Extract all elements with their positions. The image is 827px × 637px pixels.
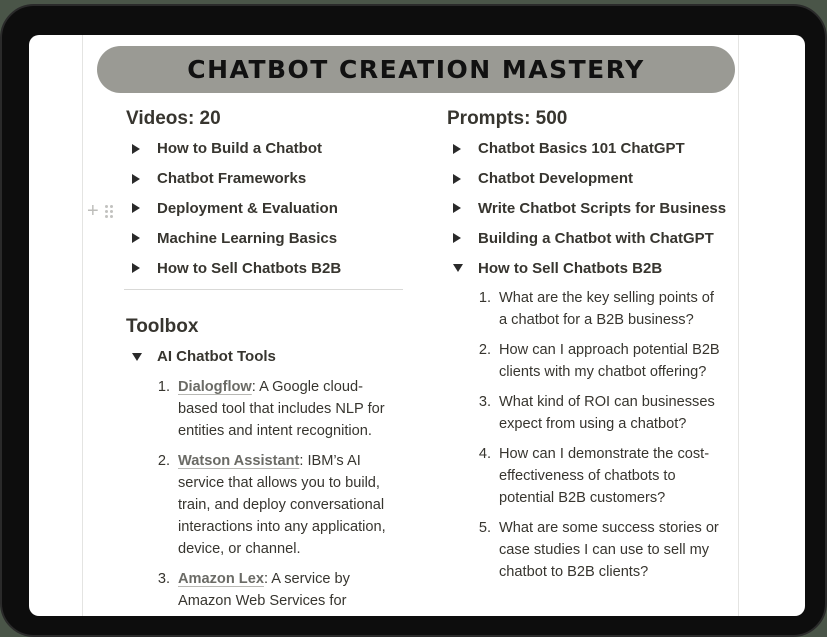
tool-description: : A Google cloud-based tool that includes NLP for entities and intent recognition. xyxy=(178,379,385,439)
ai-tools-toggle[interactable] xyxy=(132,342,276,372)
prompt-toggle[interactable] xyxy=(453,194,726,224)
toggle-collapsed-icon[interactable] xyxy=(453,233,461,243)
prompt-toggle[interactable] xyxy=(453,164,726,194)
list-number: 2. xyxy=(157,453,170,469)
tool-item xyxy=(152,568,402,612)
prompt-toggle[interactable] xyxy=(453,223,726,253)
title-banner xyxy=(97,46,735,93)
video-toggle[interactable] xyxy=(132,194,341,224)
prompt-label: Write Chatbot Scripts for Business xyxy=(478,199,727,217)
toggle-collapsed-icon[interactable] xyxy=(132,233,140,243)
video-toggle[interactable] xyxy=(132,253,341,283)
toggle-collapsed-icon[interactable] xyxy=(132,203,140,213)
page-title: CHATBOT CREATION MASTERY xyxy=(187,55,645,84)
list-number: 3. xyxy=(157,571,170,587)
tool-item xyxy=(152,376,402,442)
prompt-toggle[interactable] xyxy=(453,253,726,283)
question-item xyxy=(473,443,723,509)
tool-link[interactable]: Dialogflow xyxy=(178,379,252,395)
page-left-border xyxy=(82,35,83,616)
question-text: How can I demonstrate the cost-effectiveness of chatbots to potential B2B customers? xyxy=(499,446,710,506)
toolbox-toggle-list xyxy=(132,342,276,372)
tool-description: : A service by Amazon Web Services for xyxy=(178,571,350,609)
question-text: What kind of ROI can businesses expect from using a chatbot? xyxy=(499,394,715,432)
question-text: How can I approach potential B2B clients with my chatbot offering? xyxy=(499,342,720,380)
video-label: Chatbot Frameworks xyxy=(157,170,307,188)
question-text: What are the key selling points of a chatbot for a B2B business? xyxy=(499,290,714,328)
prompt-label: How to Sell Chatbots B2B xyxy=(478,259,663,277)
tool-link[interactable]: Amazon Lex xyxy=(178,571,264,587)
ai-tools-label: AI Chatbot Tools xyxy=(157,348,276,366)
list-number: 5. xyxy=(478,520,491,536)
tool-description: : IBM’s AI service that allows you to build, train, and deploy conversational interactions into any application, device, or channel. xyxy=(178,453,386,557)
video-label: Machine Learning Basics xyxy=(157,229,338,247)
question-text: What are some success stories or case studies I can use to sell my chatbot to B2B clients? xyxy=(499,520,719,580)
video-label: How to Build a Chatbot xyxy=(157,140,322,158)
tool-link[interactable]: Watson Assistant xyxy=(178,453,300,469)
tool-item xyxy=(152,450,402,560)
toggle-collapsed-icon[interactable] xyxy=(453,203,461,213)
toolbox-heading: Toolbox xyxy=(126,316,199,337)
list-number: 4. xyxy=(478,446,491,462)
toggle-collapsed-icon[interactable] xyxy=(132,174,140,184)
question-item xyxy=(473,339,723,383)
tools-list xyxy=(152,376,402,616)
toggle-collapsed-icon[interactable] xyxy=(132,144,140,154)
list-number: 1. xyxy=(157,379,170,395)
question-item xyxy=(473,517,723,583)
video-label: Deployment & Evaluation xyxy=(157,199,338,217)
toggle-collapsed-icon[interactable] xyxy=(453,144,461,154)
prompt-label: Chatbot Development xyxy=(478,170,634,188)
drag-handle-icon[interactable] xyxy=(105,205,113,218)
add-block-plus-icon[interactable]: + xyxy=(87,200,99,222)
block-hover-tools[interactable] xyxy=(87,201,113,221)
videos-list xyxy=(132,134,341,283)
question-item xyxy=(473,391,723,435)
toggle-expanded-icon[interactable] xyxy=(453,264,463,272)
list-number: 1. xyxy=(478,290,491,306)
prompt-label: Building a Chatbot with ChatGPT xyxy=(478,229,714,247)
questions-list xyxy=(473,287,723,591)
video-label: How to Sell Chatbots B2B xyxy=(157,259,342,277)
list-number: 3. xyxy=(478,394,491,410)
prompts-heading: Prompts: 500 xyxy=(447,108,568,129)
prompts-list xyxy=(453,134,726,283)
divider xyxy=(124,289,403,290)
page-right-border xyxy=(738,35,739,616)
videos-heading: Videos: 20 xyxy=(126,108,221,129)
prompt-label: Chatbot Basics 101 ChatGPT xyxy=(478,140,685,158)
list-number: 2. xyxy=(478,342,491,358)
toggle-expanded-icon[interactable] xyxy=(132,353,142,361)
toggle-collapsed-icon[interactable] xyxy=(132,263,140,273)
video-toggle[interactable] xyxy=(132,134,341,164)
notion-page xyxy=(29,35,805,616)
question-item xyxy=(473,287,723,331)
toggle-collapsed-icon[interactable] xyxy=(453,174,461,184)
tablet-frame xyxy=(0,4,827,637)
video-toggle[interactable] xyxy=(132,164,341,194)
video-toggle[interactable] xyxy=(132,223,341,253)
prompt-toggle[interactable] xyxy=(453,134,726,164)
